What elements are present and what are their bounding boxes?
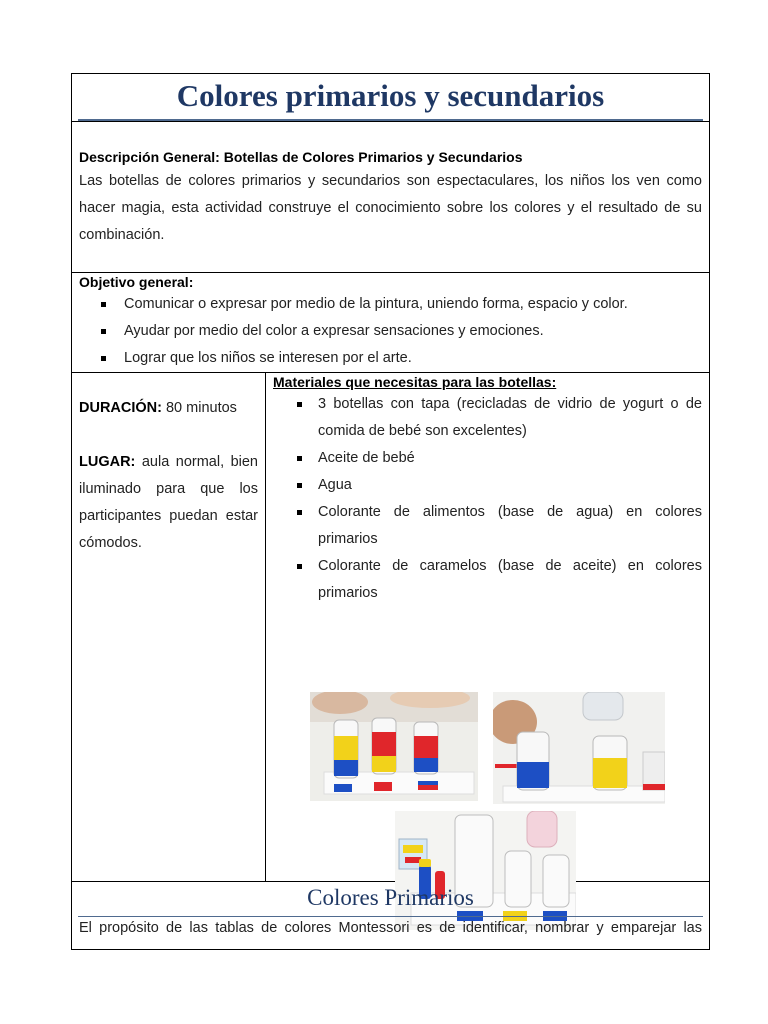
document-table	[71, 73, 710, 950]
objective-row	[72, 273, 709, 373]
list-item: Aceite de bebé	[273, 445, 702, 472]
place-text: LUGAR: aula normal, bien iluminado para que los participantes puedan estar cómodos.	[79, 454, 258, 551]
primary-colors-row	[72, 882, 709, 949]
bullet-square-icon	[101, 302, 106, 307]
materials-column	[266, 373, 709, 881]
photo-color-jars-2	[493, 692, 665, 804]
bullet-square-icon	[297, 564, 302, 569]
list-item: 3 botellas con tapa (recicladas de vidrio de yogurt o de comida de bebé son excelentes)	[273, 391, 702, 445]
bullet-square-icon	[297, 510, 302, 515]
list-item: Comunicar o expresar por medio de la pintura, uniendo forma, espacio y color.	[79, 291, 702, 318]
page-title: Colores primarios y secundarios	[176, 78, 605, 113]
list-item: Agua	[273, 472, 702, 499]
section-title: Colores Primarios	[307, 885, 474, 910]
materials-heading: Materiales que necesitas para las botellas:	[273, 374, 557, 390]
details-row	[72, 373, 709, 882]
title-underline	[78, 119, 703, 121]
description-row	[72, 122, 709, 273]
bullet-square-icon	[101, 329, 106, 334]
details-left-column	[72, 373, 266, 881]
bullet-square-icon	[297, 402, 302, 407]
list-item: Lograr que los niños se interesen por el arte.	[79, 345, 702, 372]
materials-list	[273, 391, 702, 607]
list-item: Colorante de caramelos (base de aceite) en colores primarios	[273, 553, 702, 607]
objective-heading: Objetivo general:	[79, 274, 194, 290]
section-text: El propósito de las tablas de colores Montessori es de identificar, nombrar y emparejar las	[79, 920, 702, 936]
title-row	[72, 74, 709, 122]
duration-text: DURACIÓN: 80 minutos	[79, 400, 237, 416]
list-item: Ayudar por medio del color a expresar sensaciones y emociones.	[79, 318, 702, 345]
bullet-square-icon	[101, 356, 106, 361]
description-heading: Descripción General: Botellas de Colores Primarios y Secundarios	[79, 149, 523, 165]
description-text: Las botellas de colores primarios y secundarios son espectaculares, los niños los ven como hacer magia, esta actividad construye el conocimiento sobre los colores y el resultado de su combinación.	[79, 173, 702, 243]
list-item: Colorante de alimentos (base de agua) en colores primarios	[273, 499, 702, 553]
bullet-square-icon	[297, 483, 302, 488]
bullet-square-icon	[297, 456, 302, 461]
section-underline	[78, 916, 703, 917]
photo-color-jars-1	[310, 692, 478, 801]
objective-list	[79, 291, 702, 372]
